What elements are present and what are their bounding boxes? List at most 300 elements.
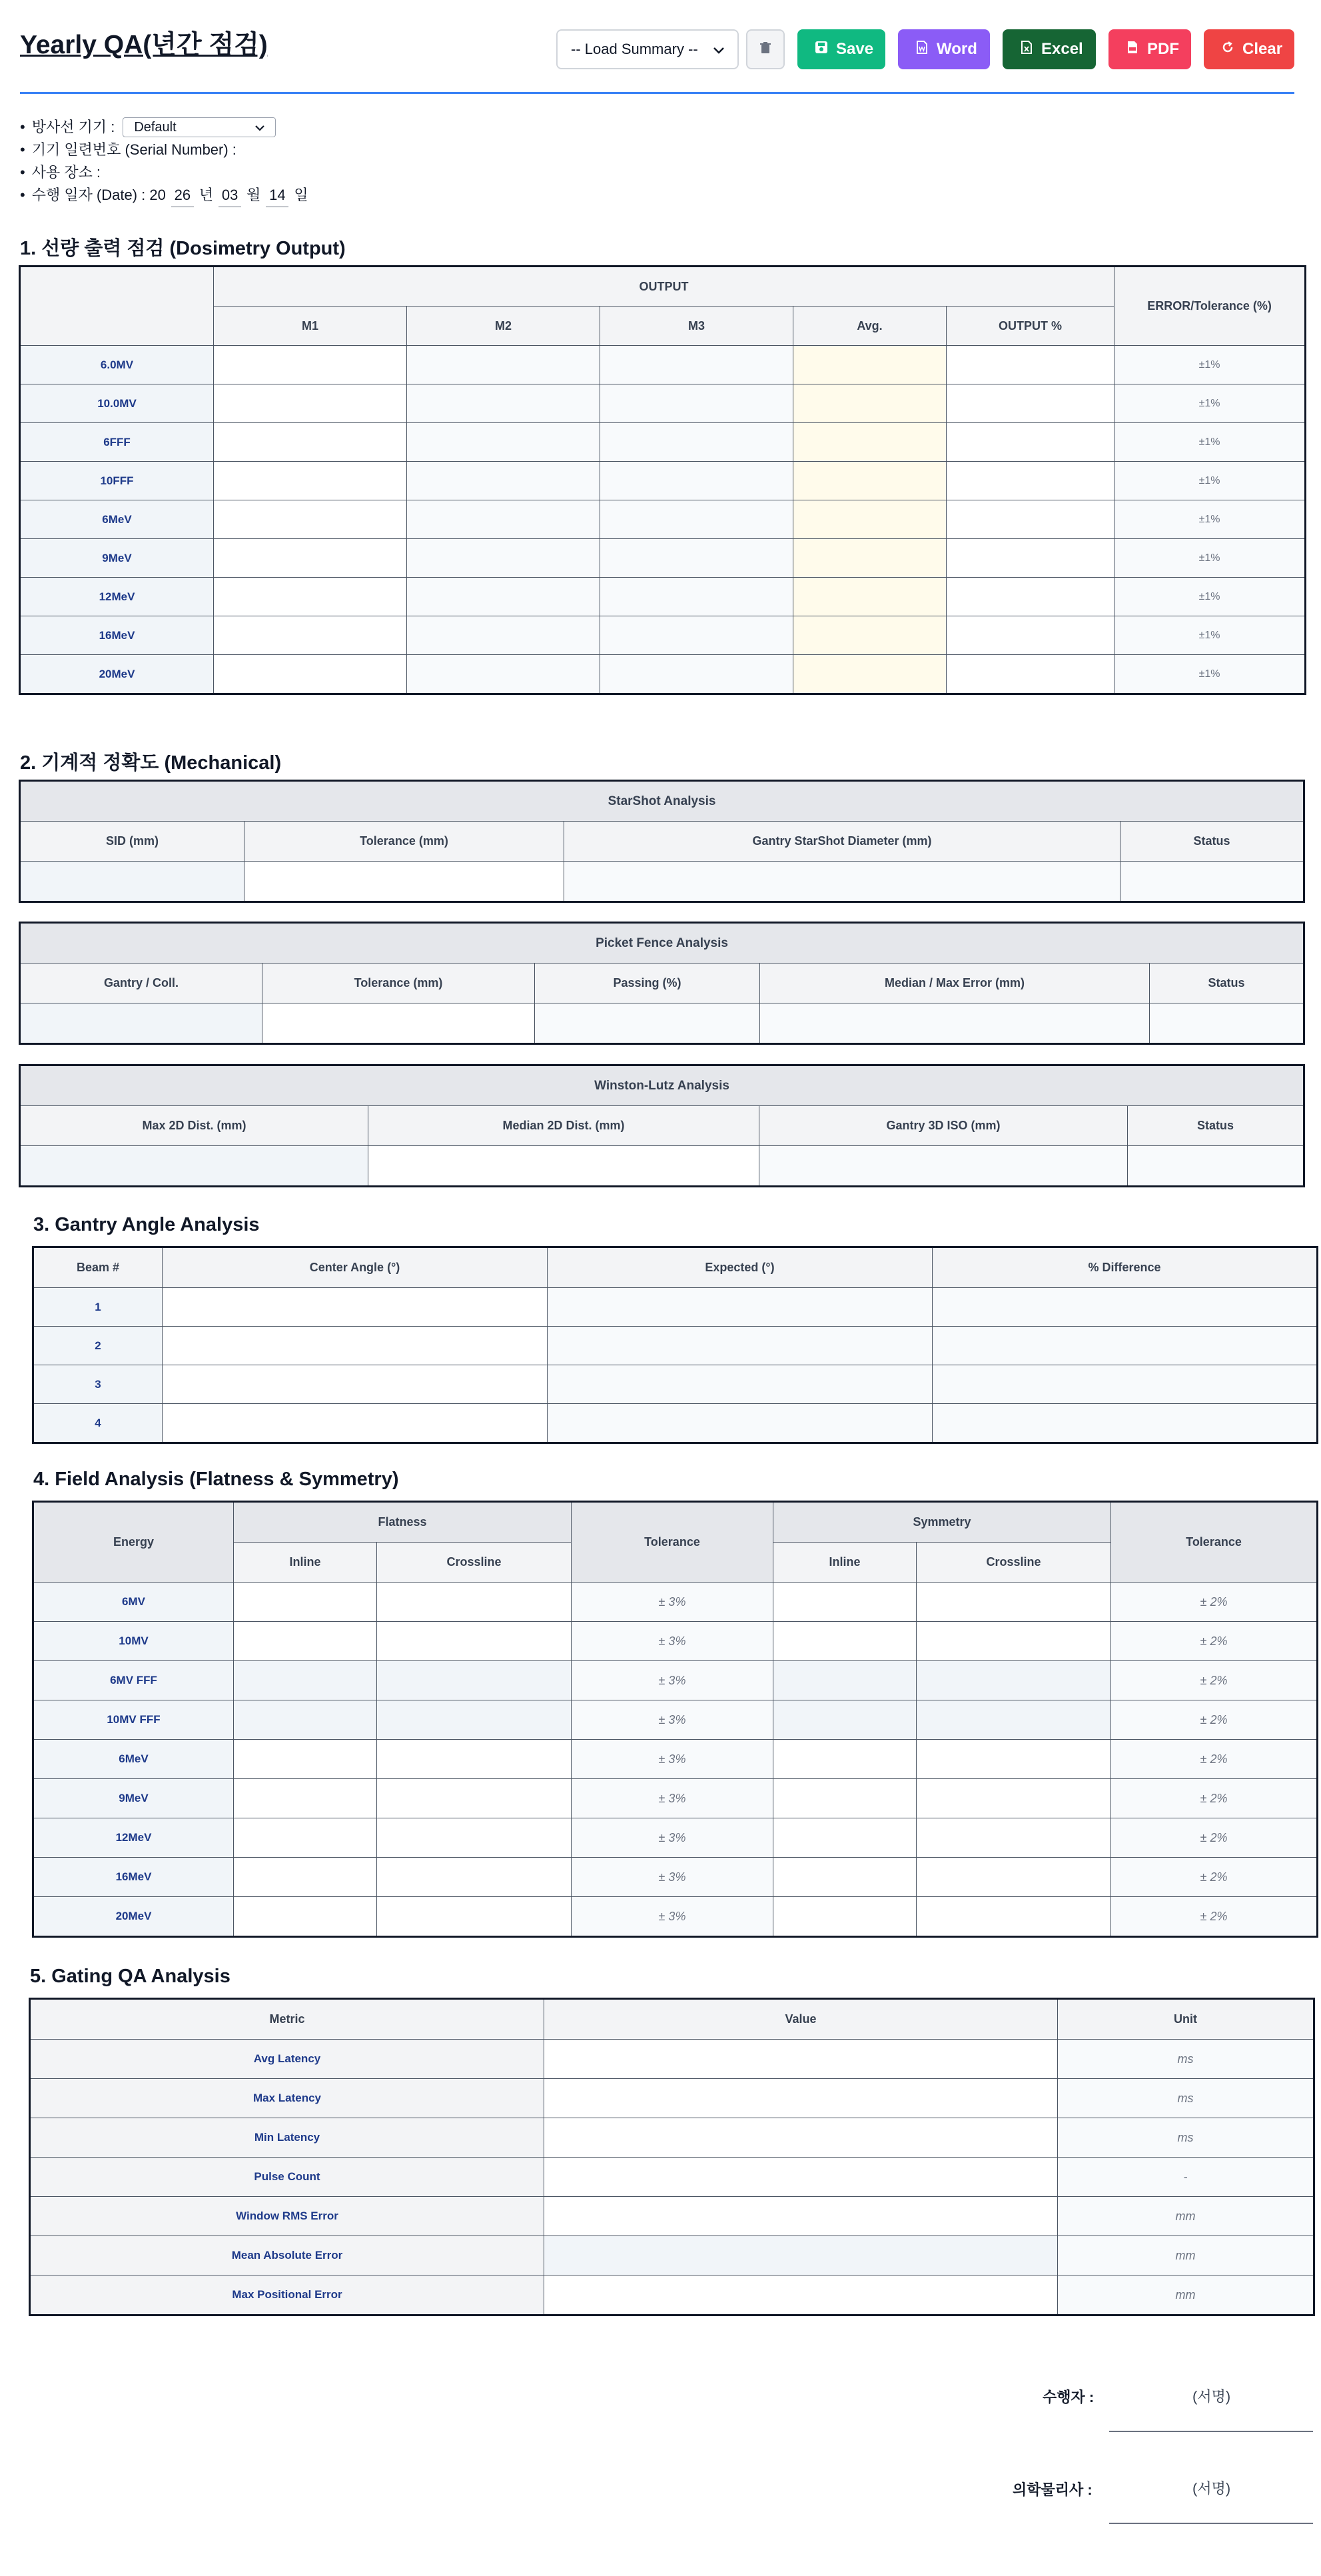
error-tolerance-header: ERROR/Tolerance (%) (1114, 267, 1305, 346)
output-percent-value (947, 462, 1114, 500)
m2-input[interactable] (407, 384, 600, 423)
output-percent-value (947, 346, 1114, 384)
percent-difference-value (933, 1365, 1317, 1404)
field-energy-label: 20MeV (34, 1897, 234, 1936)
symmetry-inline-header: Inline (773, 1543, 917, 1583)
flatness-crossline-input[interactable] (377, 1622, 572, 1661)
toolbar (556, 29, 1294, 69)
field-energy-label: 6MeV (34, 1740, 234, 1779)
save-icon (815, 40, 828, 59)
expected-angle-input[interactable] (548, 1327, 933, 1365)
year-unit: 년 (199, 187, 214, 203)
flatness-crossline-input[interactable] (377, 1818, 572, 1858)
table-row (34, 1404, 1317, 1443)
m1-input[interactable] (214, 655, 407, 694)
tolerance-value: ±1% (1114, 346, 1305, 384)
flatness-inline-input[interactable] (234, 1740, 377, 1779)
symmetry-inline-input[interactable] (773, 1858, 917, 1897)
export-pdf-button[interactable] (1108, 29, 1191, 69)
starshot-status (1120, 862, 1304, 902)
table-row (21, 616, 1305, 655)
column-header: Beam # (34, 1248, 163, 1288)
flatness-inline-input[interactable] (234, 1661, 377, 1700)
table-row (31, 2079, 1314, 2118)
m1-input[interactable] (214, 539, 407, 578)
flatness-tolerance-value: ± 3% (572, 1661, 773, 1700)
performer-signature[interactable]: (서명) (1192, 2388, 1231, 2405)
symmetry-tolerance-value: ± 2% (1111, 1897, 1317, 1936)
flatness-crossline-input[interactable] (377, 1779, 572, 1818)
performer-signature-line (1109, 2431, 1313, 2432)
winston-lutz-table (20, 1065, 1304, 1186)
avg-value (793, 539, 947, 578)
picket-caption: Picket Fence Analysis (21, 924, 1304, 964)
symmetry-crossline-input[interactable] (917, 1740, 1111, 1779)
tolerance-value: ±1% (1114, 423, 1305, 462)
table-row (34, 1779, 1317, 1818)
symmetry-tolerance-header: Tolerance (1111, 1503, 1317, 1583)
m3-input[interactable] (600, 462, 793, 500)
table-row (34, 1327, 1317, 1365)
column-header: Expected (°) (548, 1248, 933, 1288)
symmetry-crossline-input[interactable] (917, 1700, 1111, 1740)
dosimetry-title: 1. 선량 출력 점검 (Dosimetry Output) (20, 238, 346, 259)
flatness-crossline-input[interactable] (377, 1661, 572, 1700)
pdf-button-label: PDF (1147, 40, 1179, 58)
flatness-tolerance-header: Tolerance (572, 1503, 773, 1583)
column-header: Tolerance (mm) (262, 964, 535, 1003)
table-row (21, 462, 1305, 500)
tolerance-value: ±1% (1114, 462, 1305, 500)
column-header: Unit (1058, 2000, 1314, 2040)
symmetry-inline-input[interactable] (773, 1897, 917, 1936)
picket-fence-table (20, 923, 1304, 1043)
avg-value (793, 655, 947, 694)
tolerance-value: ±1% (1114, 578, 1305, 616)
symmetry-inline-input[interactable] (773, 1583, 917, 1622)
save-button[interactable] (797, 29, 885, 69)
m1-input[interactable] (214, 346, 407, 384)
column-header: Status (1128, 1106, 1304, 1146)
m2-input[interactable] (407, 500, 600, 539)
table-row (34, 1897, 1317, 1936)
avg-value (793, 346, 947, 384)
symmetry-inline-input[interactable] (773, 1622, 917, 1661)
avg-value (793, 616, 947, 655)
winston-status (1128, 1146, 1304, 1186)
output-col-header: OUTPUT % (947, 307, 1114, 346)
column-header: Gantry 3D ISO (mm) (759, 1106, 1128, 1146)
flatness-crossline-header: Crossline (377, 1543, 572, 1583)
location-label: 사용 장소 : (31, 164, 101, 181)
file-word-icon (915, 40, 929, 59)
metric-unit: mm (1058, 2236, 1314, 2275)
metric-label: Max Positional Error (31, 2275, 544, 2315)
metric-label: Window RMS Error (31, 2197, 544, 2236)
mechanical-title: 2. 기계적 정확도 (Mechanical) (20, 752, 282, 774)
serial-row: • 기기 일련번호 (Serial Number) : (20, 139, 308, 161)
beam-number: 3 (34, 1365, 163, 1404)
chevron-down-icon (255, 116, 264, 139)
m2-input[interactable] (407, 616, 600, 655)
symmetry-crossline-input[interactable] (917, 1779, 1111, 1818)
field-energy-label: 6MV (34, 1583, 234, 1622)
flatness-tolerance-value: ± 3% (572, 1583, 773, 1622)
device-select[interactable] (123, 117, 276, 137)
word-button-label: Word (937, 40, 977, 58)
picket-tolerance-input[interactable] (262, 1003, 535, 1043)
m3-input[interactable] (600, 578, 793, 616)
symmetry-inline-input[interactable] (773, 1779, 917, 1818)
energy-label: 10FFF (21, 462, 214, 500)
m3-input[interactable] (600, 616, 793, 655)
beam-number: 2 (34, 1327, 163, 1365)
avg-value (793, 423, 947, 462)
output-percent-value (947, 539, 1114, 578)
percent-difference-value (933, 1327, 1317, 1365)
year-input[interactable]: 26 (171, 184, 194, 207)
metric-value-input[interactable] (544, 2079, 1058, 2118)
expected-angle-input[interactable] (548, 1365, 933, 1404)
column-header: Max 2D Dist. (mm) (21, 1106, 368, 1146)
energy-label: 6FFF (21, 423, 214, 462)
flatness-inline-input[interactable] (234, 1622, 377, 1661)
passing-value[interactable] (535, 1003, 760, 1043)
symmetry-tolerance-value: ± 2% (1111, 1818, 1317, 1858)
field-energy-label: 10MV (34, 1622, 234, 1661)
energy-label: 16MeV (21, 616, 214, 655)
starshot-tolerance-input[interactable] (244, 862, 564, 902)
metric-unit: ms (1058, 2079, 1314, 2118)
output-percent-value (947, 423, 1114, 462)
m3-input[interactable] (600, 655, 793, 694)
m1-input[interactable] (214, 578, 407, 616)
symmetry-crossline-input[interactable] (917, 1818, 1111, 1858)
symmetry-inline-input[interactable] (773, 1700, 917, 1740)
symmetry-tolerance-value: ± 2% (1111, 1779, 1317, 1818)
flatness-inline-input[interactable] (234, 1818, 377, 1858)
date-row: • 수행 일자 (Date) : 20 26 년 03 월 14 일 (20, 184, 308, 207)
field-energy-label: 16MeV (34, 1858, 234, 1897)
output-percent-value (947, 578, 1114, 616)
table-row (34, 1622, 1317, 1661)
m1-input[interactable] (214, 500, 407, 539)
center-angle-input[interactable] (163, 1288, 548, 1327)
flatness-tolerance-value: ± 3% (572, 1779, 773, 1818)
column-header: Center Angle (°) (163, 1248, 548, 1288)
expected-angle-input[interactable] (548, 1404, 933, 1443)
metric-value-input[interactable] (544, 2275, 1058, 2315)
m3-input[interactable] (600, 346, 793, 384)
flatness-header: Flatness (234, 1503, 572, 1543)
beam-number: 1 (34, 1288, 163, 1327)
flatness-inline-input[interactable] (234, 1858, 377, 1897)
winston-caption: Winston-Lutz Analysis (21, 1066, 1304, 1106)
output-percent-value (947, 616, 1114, 655)
symmetry-crossline-header: Crossline (917, 1543, 1111, 1583)
metric-unit: mm (1058, 2275, 1314, 2315)
device-row: • 방사선 기기 : Default (20, 116, 308, 139)
table-row (21, 539, 1305, 578)
field-energy-label: 6MV FFF (34, 1661, 234, 1700)
flatness-tolerance-value: ± 3% (572, 1818, 773, 1858)
symmetry-tolerance-value: ± 2% (1111, 1622, 1317, 1661)
output-col-header: M1 (214, 307, 407, 346)
starshot-diameter-value[interactable] (564, 862, 1120, 902)
symmetry-crossline-input[interactable] (917, 1622, 1111, 1661)
symmetry-inline-input[interactable] (773, 1661, 917, 1700)
column-header: Passing (%) (535, 964, 760, 1003)
metric-value-input[interactable] (544, 2197, 1058, 2236)
gating-table (30, 1999, 1314, 2315)
day-input[interactable]: 14 (266, 184, 288, 207)
symmetry-tolerance-value: ± 2% (1111, 1858, 1317, 1897)
avg-value (793, 462, 947, 500)
metric-value-input[interactable] (544, 2158, 1058, 2197)
metric-unit: ms (1058, 2118, 1314, 2158)
symmetry-header: Symmetry (773, 1503, 1111, 1543)
column-header: Gantry StarShot Diameter (mm) (564, 822, 1120, 862)
tolerance-value: ±1% (1114, 539, 1305, 578)
symmetry-tolerance-value: ± 2% (1111, 1583, 1317, 1622)
column-header: Median / Max Error (mm) (760, 964, 1150, 1003)
m1-input[interactable] (214, 384, 407, 423)
flatness-crossline-input[interactable] (377, 1740, 572, 1779)
energy-header: Energy (34, 1503, 234, 1583)
m2-input[interactable] (407, 539, 600, 578)
table-row (21, 384, 1305, 423)
flatness-tolerance-value: ± 3% (572, 1858, 773, 1897)
field-energy-label: 9MeV (34, 1779, 234, 1818)
clear-button-label: Clear (1242, 40, 1283, 58)
serial-label: 기기 일련번호 (Serial Number) : (31, 141, 236, 158)
tolerance-value: ±1% (1114, 616, 1305, 655)
flatness-inline-input[interactable] (234, 1897, 377, 1936)
field-energy-label: 12MeV (34, 1818, 234, 1858)
save-button-label: Save (836, 40, 874, 58)
energy-label: 6.0MV (21, 346, 214, 384)
flatness-tolerance-value: ± 3% (572, 1740, 773, 1779)
beam-number: 4 (34, 1404, 163, 1443)
flatness-crossline-input[interactable] (377, 1700, 572, 1740)
energy-label: 6MeV (21, 500, 214, 539)
m1-input[interactable] (214, 423, 407, 462)
location-row: • 사용 장소 : (20, 161, 308, 184)
metric-label: Mean Absolute Error (31, 2236, 544, 2275)
column-header: Status (1150, 964, 1304, 1003)
table-row (21, 346, 1305, 384)
table-row (31, 2158, 1314, 2197)
output-percent-value (947, 500, 1114, 539)
metric-unit: ms (1058, 2040, 1314, 2079)
table-row (31, 2275, 1314, 2315)
table-row (31, 2118, 1314, 2158)
column-header: SID (mm) (21, 822, 244, 862)
column-header: % Difference (933, 1248, 1317, 1288)
symmetry-inline-input[interactable] (773, 1740, 917, 1779)
symmetry-inline-input[interactable] (773, 1818, 917, 1858)
table-row (34, 1583, 1317, 1622)
m2-input[interactable] (407, 346, 600, 384)
table-row (34, 1661, 1317, 1700)
gantry-title: 3. Gantry Angle Analysis (33, 1214, 260, 1235)
table-row (21, 423, 1305, 462)
output-percent-value (947, 655, 1114, 694)
performer-label: 수행자 : (1043, 2389, 1095, 2405)
refresh-icon (1221, 40, 1234, 59)
picket-status (1150, 1003, 1304, 1043)
energy-label: 20MeV (21, 655, 214, 694)
metric-unit: mm (1058, 2197, 1314, 2236)
metric-value-input[interactable] (544, 2040, 1058, 2079)
m3-input[interactable] (600, 539, 793, 578)
file-excel-icon (1020, 40, 1033, 59)
tolerance-value: ±1% (1114, 655, 1305, 694)
load-summary-value: -- Load Summary -- (571, 41, 698, 57)
column-header: Value (544, 2000, 1058, 2040)
metric-label: Avg Latency (31, 2040, 544, 2079)
dosimetry-table (20, 267, 1305, 694)
flatness-tolerance-value: ± 3% (572, 1622, 773, 1661)
median-2d-dist-input[interactable] (368, 1146, 759, 1186)
flatness-tolerance-value: ± 3% (572, 1897, 773, 1936)
flatness-crossline-input[interactable] (377, 1858, 572, 1897)
load-summary-select[interactable] (556, 29, 739, 69)
symmetry-crossline-input[interactable] (917, 1897, 1111, 1936)
table-row (34, 1700, 1317, 1740)
delete-summary-button[interactable] (746, 29, 785, 69)
file-pdf-icon (1126, 40, 1139, 59)
flatness-crossline-input[interactable] (377, 1583, 572, 1622)
chevron-down-icon (713, 41, 724, 58)
avg-value (793, 384, 947, 423)
percent-difference-value (933, 1288, 1317, 1327)
month-input[interactable]: 03 (219, 184, 241, 207)
m2-input[interactable] (407, 462, 600, 500)
flatness-inline-header: Inline (234, 1543, 377, 1583)
metric-unit: - (1058, 2158, 1314, 2197)
excel-button-label: Excel (1041, 40, 1083, 58)
table-row (31, 2197, 1314, 2236)
max-2d-dist-input[interactable] (21, 1146, 368, 1186)
symmetry-crossline-input[interactable] (917, 1583, 1111, 1622)
day-unit: 일 (294, 187, 308, 203)
energy-label: 12MeV (21, 578, 214, 616)
metric-label: Max Latency (31, 2079, 544, 2118)
table-row (21, 500, 1305, 539)
clear-button[interactable] (1204, 29, 1294, 69)
table-row (31, 2236, 1314, 2275)
output-percent-value (947, 384, 1114, 423)
metric-value-input[interactable] (544, 2118, 1058, 2158)
m3-input[interactable] (600, 384, 793, 423)
field-title: 4. Field Analysis (Flatness & Symmetry) (33, 1469, 399, 1490)
table-row (34, 1740, 1317, 1779)
device-select-value: Default (134, 120, 177, 135)
table-row (34, 1288, 1317, 1327)
avg-value (793, 578, 947, 616)
sid-input[interactable] (21, 862, 244, 902)
output-col-header: M2 (407, 307, 600, 346)
expected-angle-input[interactable] (548, 1288, 933, 1327)
physicist-label: 의학물리사 : (1013, 2481, 1093, 2498)
trash-icon (760, 42, 771, 57)
starshot-table (20, 781, 1304, 902)
flatness-crossline-input[interactable] (377, 1897, 572, 1936)
symmetry-tolerance-value: ± 2% (1111, 1740, 1317, 1779)
m3-input[interactable] (600, 500, 793, 539)
percent-difference-value (933, 1404, 1317, 1443)
symmetry-crossline-input[interactable] (917, 1661, 1111, 1700)
metric-label: Min Latency (31, 2118, 544, 2158)
m2-input[interactable] (407, 423, 600, 462)
flatness-inline-input[interactable] (234, 1779, 377, 1818)
flatness-inline-input[interactable] (234, 1583, 377, 1622)
field-energy-label: 10MV FFF (34, 1700, 234, 1740)
avg-value (793, 500, 947, 539)
metric-label: Pulse Count (31, 2158, 544, 2197)
gantry-3d-iso-value[interactable] (759, 1146, 1128, 1186)
energy-label: 9MeV (21, 539, 214, 578)
gantry-coll-input[interactable] (21, 1003, 262, 1043)
m2-input[interactable] (407, 655, 600, 694)
energy-label: 10.0MV (21, 384, 214, 423)
center-angle-input[interactable] (163, 1327, 548, 1365)
dosimetry-corner-header (21, 267, 214, 346)
table-row (34, 1365, 1317, 1404)
table-row (21, 655, 1305, 694)
month-unit: 월 (246, 187, 261, 203)
physicist-signature[interactable]: (서명) (1192, 2480, 1231, 2497)
symmetry-tolerance-value: ± 2% (1111, 1700, 1317, 1740)
date-label: 수행 일자 (Date) : 20 (31, 187, 166, 203)
output-col-header: M3 (600, 307, 793, 346)
m2-input[interactable] (407, 578, 600, 616)
header-divider (20, 92, 1294, 94)
center-angle-input[interactable] (163, 1365, 548, 1404)
flatness-inline-input[interactable] (234, 1700, 377, 1740)
m1-input[interactable] (214, 462, 407, 500)
table-row (34, 1818, 1317, 1858)
device-info (20, 116, 308, 207)
column-header: Metric (31, 2000, 544, 2040)
gantry-table (33, 1247, 1317, 1443)
output-col-header: Avg. (793, 307, 947, 346)
column-header: Median 2D Dist. (mm) (368, 1106, 759, 1146)
export-word-button[interactable] (898, 29, 990, 69)
column-header: Tolerance (mm) (244, 822, 564, 862)
column-header: Status (1120, 822, 1304, 862)
page-title: Yearly QA(년간 점검) (20, 31, 268, 59)
tolerance-value: ±1% (1114, 384, 1305, 423)
device-label: 방사선 기기 : (31, 119, 115, 135)
center-angle-input[interactable] (163, 1404, 548, 1443)
m3-input[interactable] (600, 423, 793, 462)
starshot-caption: StarShot Analysis (21, 782, 1304, 822)
symmetry-crossline-input[interactable] (917, 1858, 1111, 1897)
output-header: OUTPUT (214, 267, 1114, 307)
flatness-tolerance-value: ± 3% (572, 1700, 773, 1740)
metric-value-input[interactable] (544, 2236, 1058, 2275)
table-row (21, 578, 1305, 616)
table-row (31, 2040, 1314, 2079)
median-max-error-value[interactable] (760, 1003, 1150, 1043)
gating-title: 5. Gating QA Analysis (30, 1966, 230, 1987)
export-excel-button[interactable] (1003, 29, 1096, 69)
m1-input[interactable] (214, 616, 407, 655)
tolerance-value: ±1% (1114, 500, 1305, 539)
physicist-signature-line (1109, 2523, 1313, 2524)
